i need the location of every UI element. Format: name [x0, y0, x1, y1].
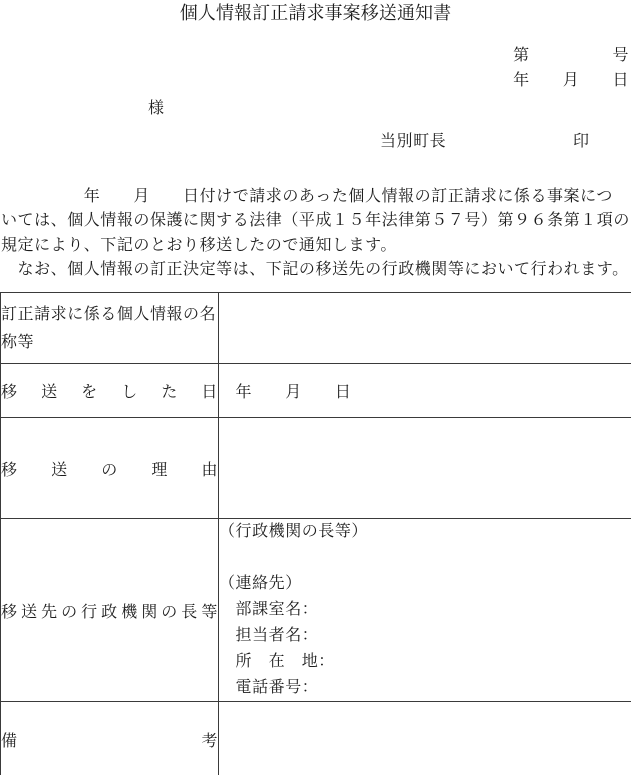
sender-title: 当別町長	[380, 133, 447, 150]
value-cell-transfer-destination	[219, 519, 631, 702]
issue-date-line: 年 月 日	[513, 72, 629, 89]
value-cell-personal-info-name	[219, 293, 631, 364]
table-row-transfer-reason	[1, 418, 631, 519]
label-cell-transfer-destination	[1, 519, 219, 702]
document-title: 個人情報訂正請求事案移送通知書	[179, 3, 452, 23]
row-label: 移 送 の 理 由	[1, 461, 218, 479]
value-cell-transfer-reason	[219, 418, 631, 519]
body-paragraph	[1, 185, 631, 283]
contact-person-line: 担当者名：	[219, 627, 319, 644]
value-cell-transfer-date	[219, 364, 631, 418]
row-label: 移 送 を し た 日	[1, 384, 218, 401]
table-row-transfer-destination	[1, 519, 631, 702]
paragraph-line: いては、個人情報の保護に関する法律（平成１５年法律第５７号）第９６条第１項の	[1, 212, 630, 230]
sender-line	[0, 132, 631, 152]
agency-head-line: （行政機関の長等）	[219, 523, 368, 540]
paragraph-line: 年 月 日付けで請求のあった個人情報の訂正請求に係る事案につ	[1, 188, 613, 205]
row-label: 移 送 先 の 行 政 機 関 の 長 等	[1, 603, 218, 621]
department-name-line: 部課室名：	[219, 601, 319, 618]
paragraph-line: 規定により、下記のとおり移送したので通知します。	[1, 236, 397, 254]
label-cell-transfer-reason	[1, 418, 219, 519]
transfer-info-table	[0, 292, 631, 775]
table-row-remarks	[1, 702, 631, 775]
label-cell-personal-info-name	[1, 293, 219, 364]
table-row-transfer-date	[1, 364, 631, 418]
seal-placeholder: 印	[573, 133, 590, 150]
value-cell-remarks	[219, 702, 631, 775]
phone-number-line: 電話番号：	[219, 679, 319, 696]
table-row-personal-info-name	[1, 293, 631, 364]
row-label: 訂正請求に係る個人情報の名称等	[1, 306, 217, 351]
row-label: 備 考	[1, 732, 218, 750]
contact-heading-line: （連絡先）	[219, 575, 302, 592]
paragraph-line: なお、個人情報の訂正決定等は、下記の移送先の行政機関等において行われます。	[1, 261, 629, 279]
document-number-line: 第 号	[513, 47, 629, 64]
label-cell-transfer-date	[1, 364, 219, 418]
address-line: 所 在 地：	[219, 653, 335, 670]
addressee-honorific: 様	[148, 100, 165, 117]
transfer-date-value: 年 月 日	[219, 384, 352, 401]
blank-line	[219, 545, 631, 571]
label-cell-remarks	[1, 702, 219, 775]
